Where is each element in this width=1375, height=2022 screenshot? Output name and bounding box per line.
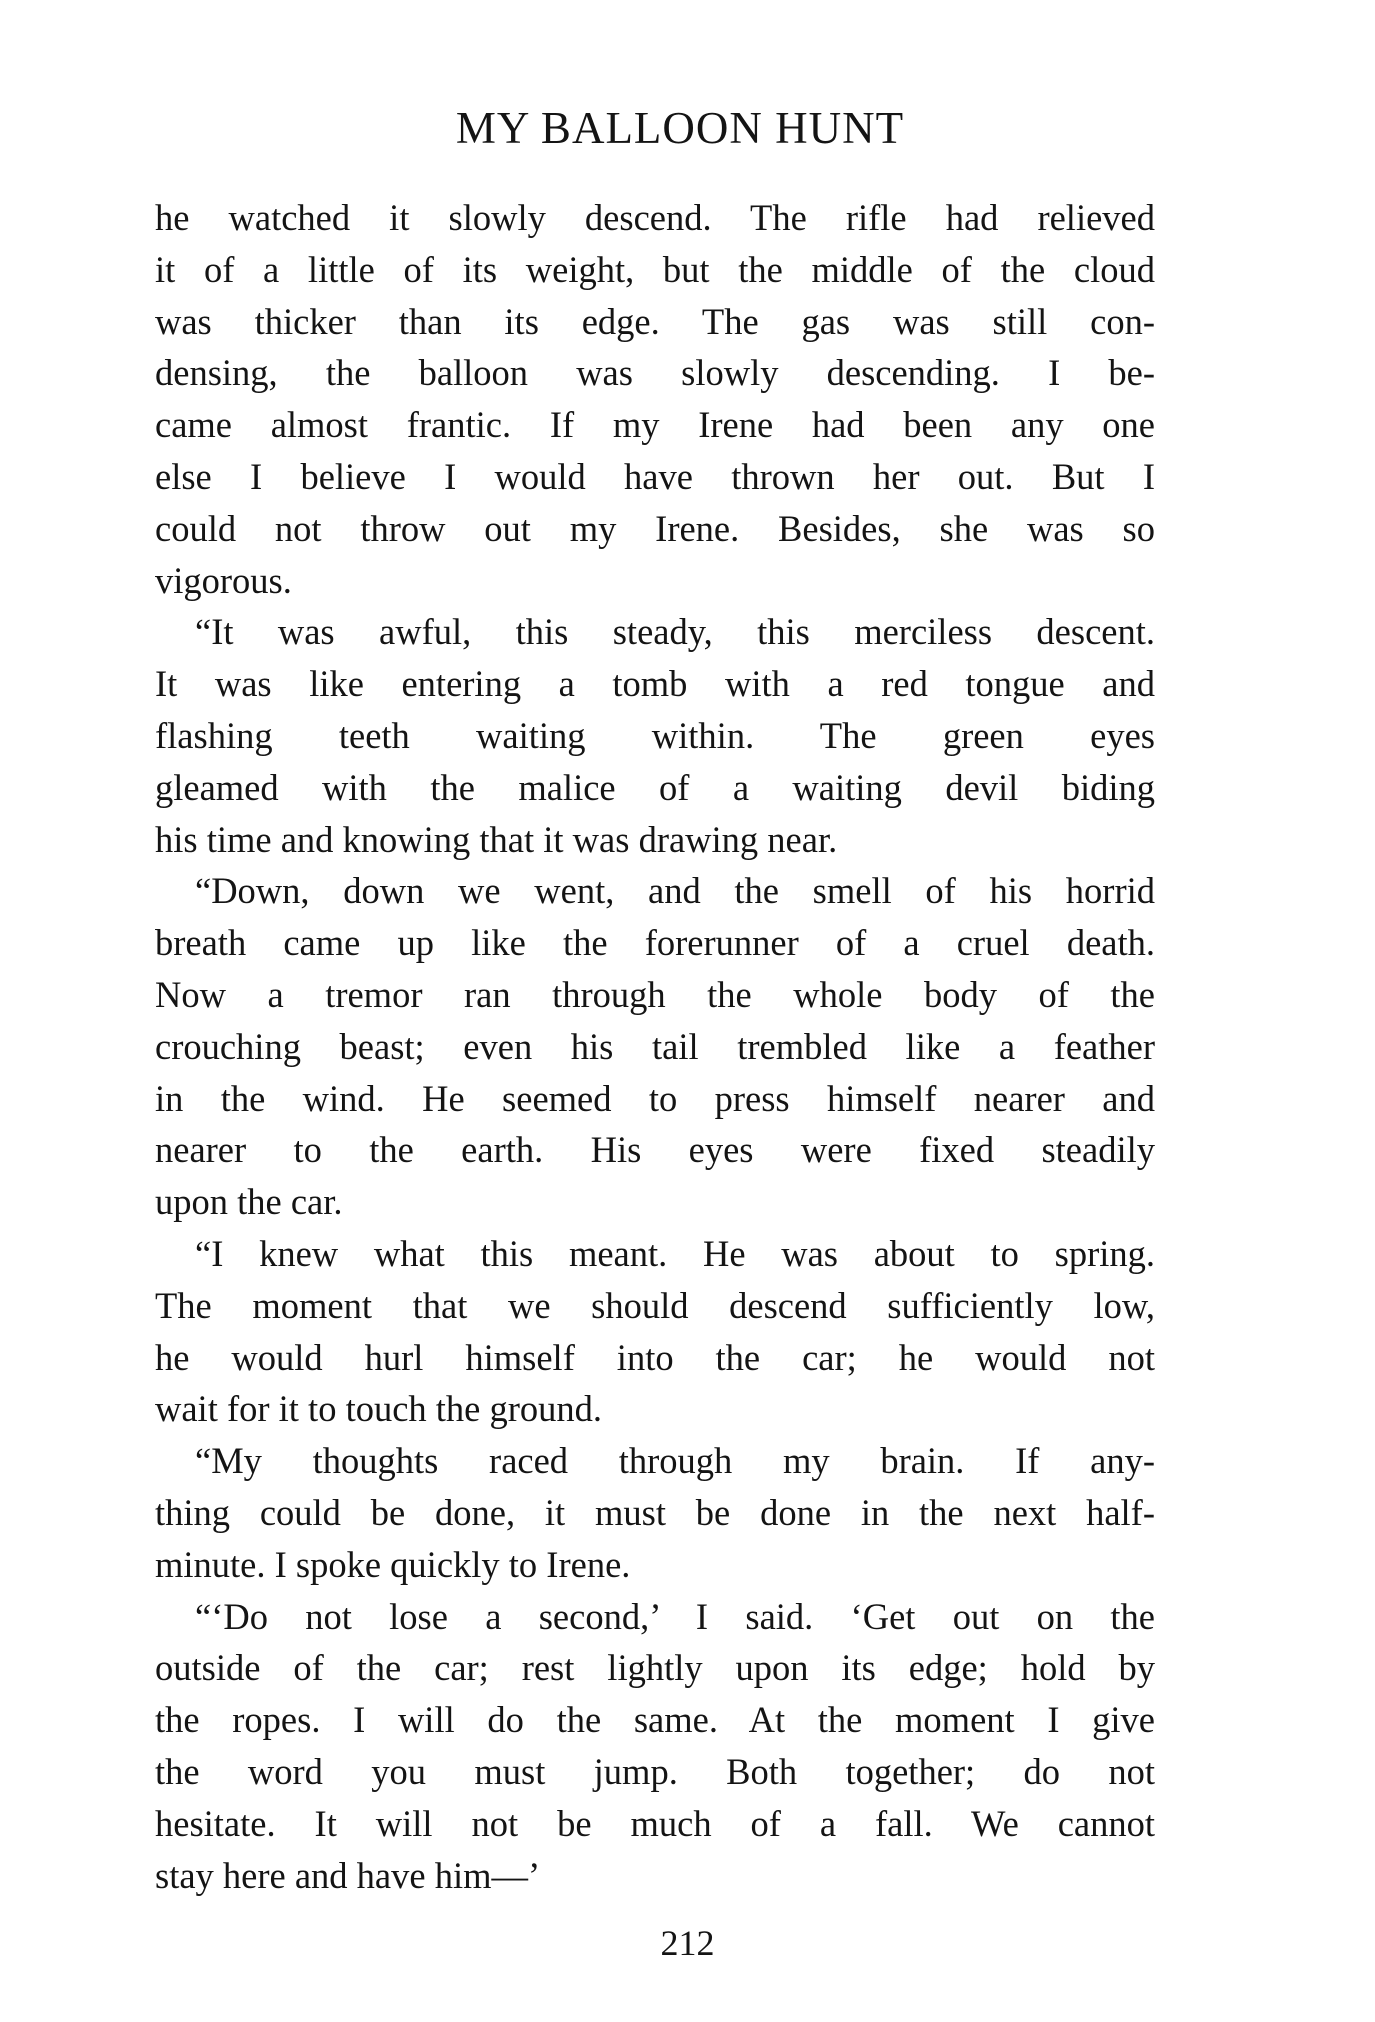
text-line: upon the car.: [155, 1181, 343, 1223]
running-head: MY BALLOON HUNT: [455, 103, 905, 153]
text-line: Now a tremor ran through the whole body of the: [155, 973, 1155, 1015]
text-line: hesitate. It will not be much of a fall. We cannot: [155, 1802, 1155, 1844]
text-line: the ropes. I will do the same. At the moment I give: [155, 1699, 1155, 1741]
text-line: it of a little of its weight, but the middle of the cloud: [155, 248, 1155, 290]
text-line: was thicker than its edge. The gas was still con-: [155, 300, 1155, 342]
body-text: [155, 192, 1155, 1901]
text-line: “Down, down we went, and the smell of his horrid: [195, 870, 1155, 912]
text-line: the word you must jump. Both together; do not: [155, 1750, 1155, 1792]
text-line: gleamed with the malice of a waiting devil biding: [155, 766, 1155, 808]
text-line: “I knew what this meant. He was about to spring.: [195, 1232, 1155, 1274]
text-line: his time and knowing that it was drawing near.: [155, 818, 838, 860]
text-line: came almost frantic. If my Irene had been any one: [155, 404, 1155, 446]
text-line: nearer to the earth. His eyes were fixed steadily: [155, 1129, 1155, 1171]
text-line: vigorous.: [155, 559, 292, 601]
page-number: 212: [660, 1923, 715, 1963]
text-line: It was like entering a tomb with a red tongue and: [155, 663, 1155, 705]
text-line: stay here and have him—’: [155, 1854, 541, 1896]
text-line: thing could be done, it must be done in the next half-: [155, 1491, 1155, 1533]
text-line: outside of the car; rest lightly upon its edge; hold by: [155, 1647, 1155, 1689]
text-line: in the wind. He seemed to press himself nearer and: [155, 1077, 1155, 1119]
page-body: [155, 98, 1155, 1901]
text-line: wait for it to touch the ground.: [155, 1388, 603, 1430]
text-line: crouching beast; even his tail trembled like a feather: [155, 1025, 1155, 1067]
text-line: “It was awful, this steady, this merciless descent.: [195, 611, 1155, 653]
text-line: “‘Do not lose a second,’ I said. ‘Get out on the: [195, 1595, 1155, 1637]
text-line: minute. I spoke quickly to Irene.: [155, 1543, 631, 1585]
text-line: could not throw out my Irene. Besides, she was so: [155, 507, 1155, 549]
text-line: breath came up like the forerunner of a cruel death.: [155, 922, 1155, 964]
text-line: The moment that we should descend sufficiently low,: [155, 1284, 1155, 1326]
text-line: “My thoughts raced through my brain. If any-: [195, 1440, 1155, 1482]
text-line: densing, the balloon was slowly descending. I be-: [155, 352, 1155, 394]
text-line: he watched it slowly descend. The rifle had relieved: [155, 197, 1155, 238]
text-line: flashing teeth waiting within. The green eyes: [155, 714, 1155, 756]
text-line: he would hurl himself into the car; he would not: [155, 1336, 1155, 1378]
text-line: else I believe I would have thrown her out. But I: [155, 455, 1155, 497]
